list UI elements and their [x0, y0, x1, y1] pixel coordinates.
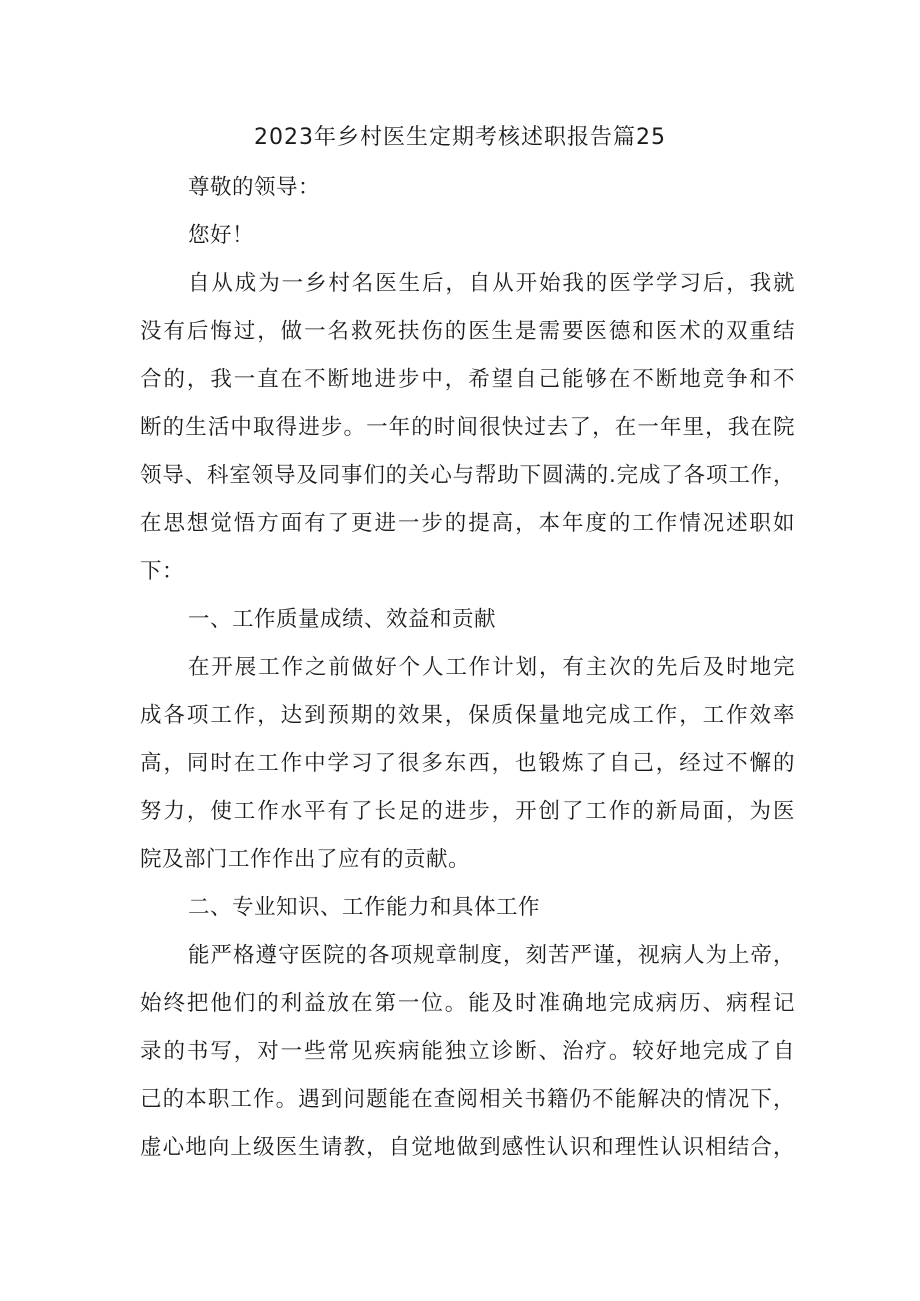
- paragraph-line: 成各项工作，达到预期的效果，保质保量地完成工作，工作效率: [140, 703, 795, 728]
- document-title: 2023年乡村医生定期考核述职报告篇25: [254, 125, 666, 150]
- paragraph-line: 断的生活中取得进步。一年的时间很快过去了，在一年里，我在院: [140, 415, 795, 440]
- paragraph-line: 录的书写，对一些常见疾病能独立诊断、治疗。较好地完成了自: [140, 1039, 795, 1064]
- section-heading-1: [140, 596, 795, 644]
- paragraph-line: 己的本职工作。遇到问题能在查阅相关书籍仍不能解决的情况下，: [140, 1087, 795, 1112]
- intro-paragraph: [140, 260, 795, 596]
- section-heading-text: 二、专业知识、工作能力和具体工作: [188, 895, 541, 920]
- paragraph-line: 合的，我一直在不断地进步中，希望自己能够在不断地竞争和不: [140, 367, 795, 392]
- paragraph-line: 院及部门工作作出了应有的贡献。: [140, 847, 471, 872]
- section-heading-text: 一、工作质量成绩、效益和贡献: [188, 607, 497, 632]
- paragraph-line: 高，同时在工作中学习了很多东西，也锻炼了自己，经过不懈的: [140, 751, 795, 776]
- paragraph-line: 在思想觉悟方面有了更进一步的提高，本年度的工作情况述职如: [140, 511, 795, 536]
- section-2-paragraph: [140, 932, 795, 1172]
- greeting-text: 尊敬的领导：: [188, 175, 321, 200]
- paragraph-line: 没有后悔过，做一名救死扶伤的医生是需要医德和医术的双重结: [140, 319, 795, 344]
- paragraph-line: 能严格遵守医院的各项规章制度，刻苦严谨，视病人为上帝，: [188, 943, 795, 968]
- paragraph-line: 努力，使工作水平有了长足的进步，开创了工作的新局面，为医: [140, 799, 795, 824]
- paragraph-line: 下：: [140, 559, 185, 584]
- paragraph-line: 始终把他们的利益放在第一位。能及时准确地完成病历、病程记: [140, 991, 795, 1016]
- paragraph-line: 在开展工作之前做好个人工作计划，有主次的先后及时地完: [188, 655, 795, 680]
- greeting: [140, 164, 795, 212]
- paragraph-line: 领导、科室领导及同事们的关心与帮助下圆满的.完成了各项工作，: [140, 463, 795, 488]
- paragraph-line: 虚心地向上级医生请教，自觉地做到感性认识和理性认识相结合，: [140, 1135, 795, 1160]
- section-heading-2: [140, 884, 795, 932]
- salutation-text: 您好！: [188, 223, 255, 248]
- section-1-paragraph: [140, 644, 795, 884]
- salutation: [140, 212, 795, 260]
- paragraph-line: 自从成为一乡村名医生后，自从开始我的医学学习后，我就: [188, 271, 795, 296]
- document-body: [140, 164, 795, 1172]
